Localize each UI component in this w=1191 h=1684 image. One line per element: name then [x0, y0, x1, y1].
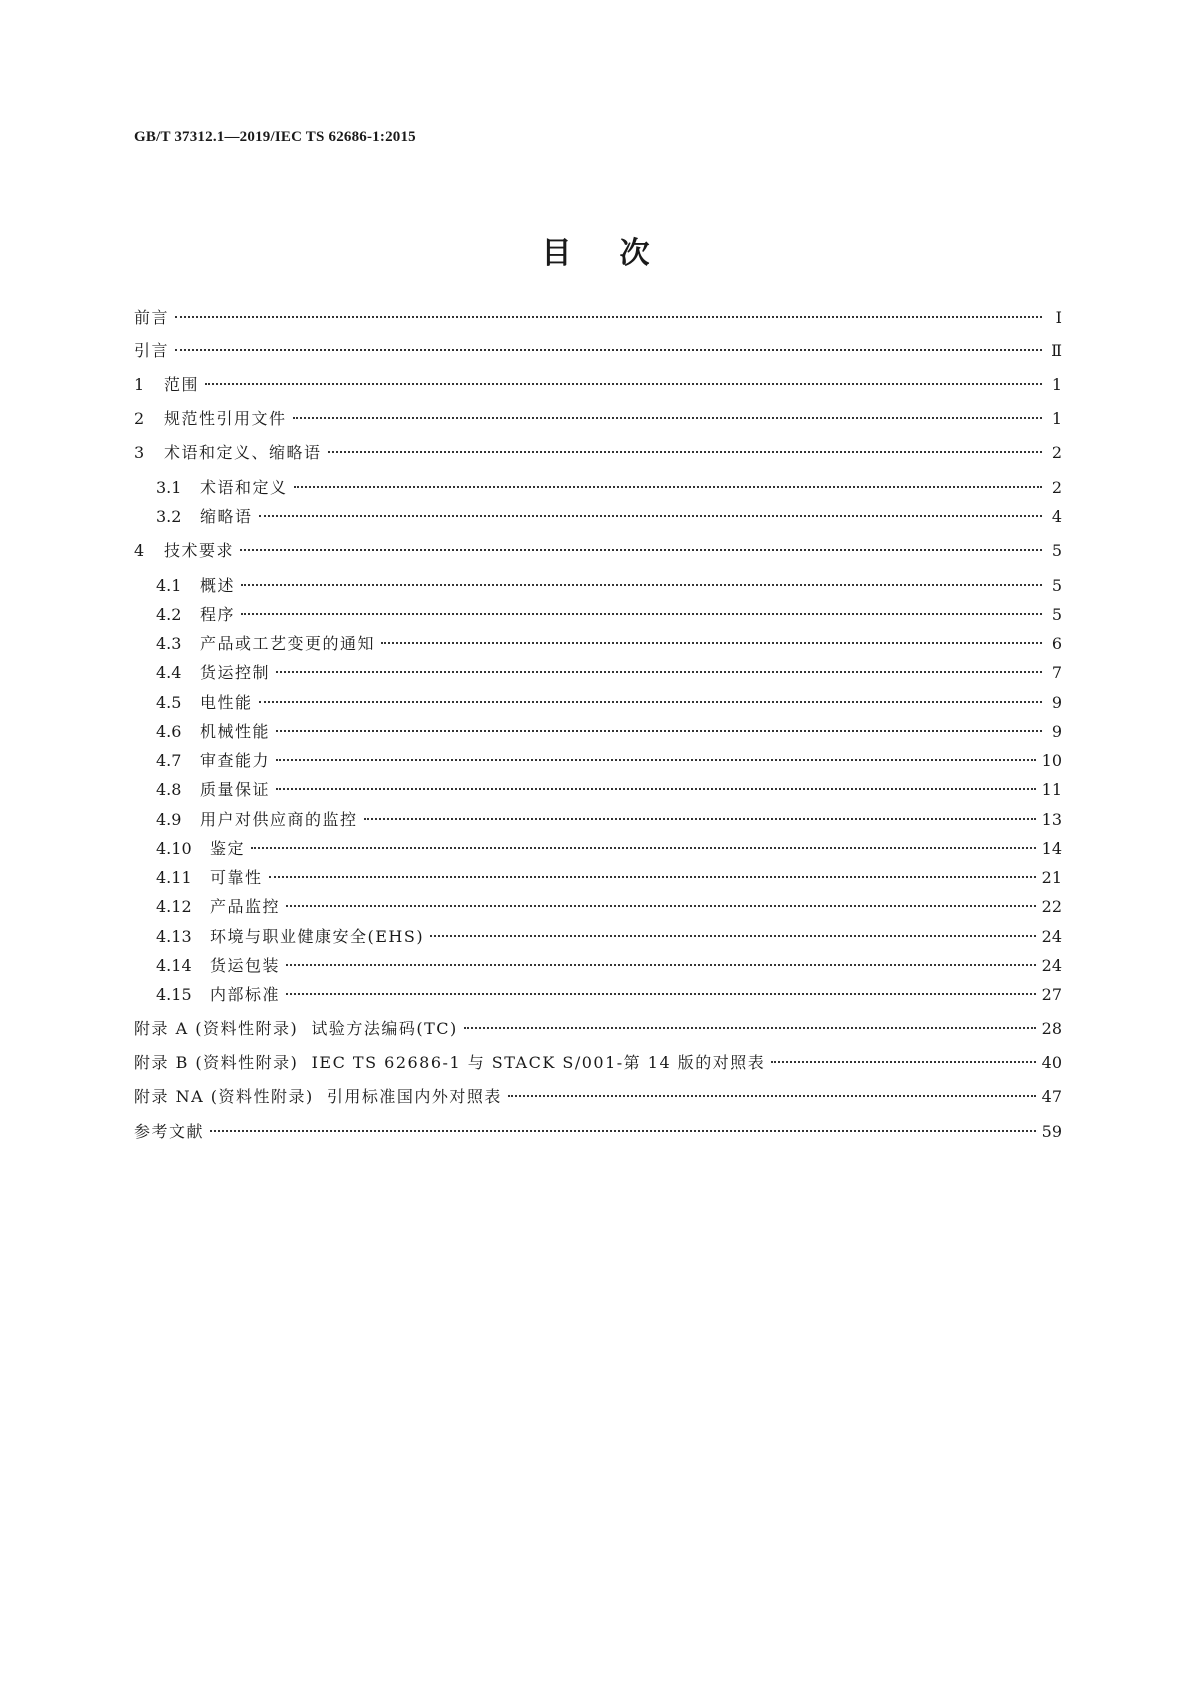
dot-leader: [286, 993, 1036, 995]
toc-entry-label: 附录 A (资料性附录) 试验方法编码(TC): [134, 1019, 458, 1038]
toc-entry[interactable]: [134, 373, 1062, 397]
toc-entry-label: 术语和定义: [200, 478, 288, 497]
toc-entry[interactable]: [134, 306, 1062, 330]
toc-entry-page: 9: [1051, 693, 1062, 712]
toc-entry-number: 4: [134, 541, 145, 560]
toc-entry-label: 产品或工艺变更的通知: [200, 634, 376, 653]
toc-entry-page: 28: [1041, 1019, 1062, 1038]
dot-leader: [259, 515, 1042, 517]
toc-entry-number: 4.9: [156, 810, 182, 829]
toc-entry-page: 47: [1041, 1087, 1062, 1106]
toc-entry-number: 4.2: [156, 605, 182, 624]
toc-entry[interactable]: [134, 866, 1062, 890]
toc-entry-label: 技术要求: [164, 541, 235, 560]
toc-entry-label: 前言: [134, 308, 170, 327]
toc-entry-label: 缩略语: [200, 507, 253, 526]
toc-entry-label: 质量保证: [200, 780, 271, 799]
toc-entry-number: 4.11: [156, 868, 192, 887]
toc-entry-page: 7: [1051, 663, 1062, 682]
toc-entry-label: 环境与职业健康安全(EHS): [210, 927, 425, 946]
toc-entry[interactable]: [134, 539, 1062, 563]
toc-entry-page: 2: [1051, 478, 1062, 497]
toc-entry-page: 5: [1051, 541, 1062, 560]
toc-entry-number: 4.14: [156, 956, 192, 975]
dot-leader: [328, 451, 1042, 453]
toc-entry-label: 规范性引用文件: [164, 409, 287, 428]
toc-entry-page: 21: [1041, 868, 1062, 887]
toc-entry-label: 范围: [164, 375, 200, 394]
toc-entry[interactable]: [134, 808, 1062, 832]
toc-entry-label: 引言: [134, 341, 170, 360]
toc-entry[interactable]: [134, 1085, 1062, 1109]
dot-leader: [364, 818, 1036, 820]
toc-entry-label: 产品监控: [210, 897, 281, 916]
toc-entry-page: Ⅱ: [1051, 341, 1062, 360]
dot-leader: [771, 1061, 1035, 1063]
toc-entry[interactable]: [134, 476, 1062, 500]
toc-entry[interactable]: [134, 778, 1062, 802]
toc-entry-page: 24: [1041, 956, 1062, 975]
toc-entry-page: 40: [1041, 1053, 1062, 1072]
toc-entry-label: 术语和定义、缩略语: [164, 443, 322, 462]
dot-leader: [430, 935, 1036, 937]
dot-leader: [276, 671, 1042, 673]
toc-entry-page: 11: [1041, 780, 1062, 799]
dot-leader: [175, 316, 1042, 318]
toc-entry-page: 24: [1041, 927, 1062, 946]
dot-leader: [175, 349, 1042, 351]
toc-entry-label: 内部标准: [210, 985, 281, 1004]
toc-entry-number: 4.15: [156, 985, 192, 1004]
dot-leader: [286, 905, 1036, 907]
toc-entry[interactable]: [134, 574, 1062, 598]
dot-leader: [259, 701, 1042, 703]
toc-entry-page: 1: [1051, 375, 1062, 394]
toc-entry-page: 14: [1041, 839, 1062, 858]
toc-entry-page: Ⅰ: [1055, 308, 1062, 327]
toc-entry[interactable]: [134, 339, 1062, 363]
toc-entry-number: 4.6: [156, 722, 182, 741]
toc-entry-label: 机械性能: [200, 722, 271, 741]
toc-entry-number: 4.8: [156, 780, 182, 799]
toc-entry[interactable]: [134, 1051, 1062, 1075]
toc-entry-number: 4.7: [156, 751, 182, 770]
toc-entry-label: 货运包装: [210, 956, 281, 975]
toc-entry[interactable]: [134, 632, 1062, 656]
toc-entry-page: 22: [1041, 897, 1062, 916]
toc-entry-page: 2: [1051, 443, 1062, 462]
toc-entry-page: 13: [1041, 810, 1062, 829]
toc-entry-number: 3.2: [156, 507, 182, 526]
toc-entry-page: 27: [1041, 985, 1062, 1004]
dot-leader: [276, 730, 1042, 732]
toc-entry[interactable]: [134, 1017, 1062, 1041]
toc-entry-number: 4.5: [156, 693, 182, 712]
toc-entry-number: 4.1: [156, 576, 182, 595]
dot-leader: [205, 383, 1042, 385]
toc-entry[interactable]: [134, 407, 1062, 431]
toc-entry-label: 附录 B (资料性附录) IEC TS 62686-1 与 STACK S/001-第 14 版的对照表: [134, 1053, 766, 1072]
toc-entry-page: 10: [1041, 751, 1062, 770]
toc-entry-page: 5: [1051, 576, 1062, 595]
page-title: 目次: [541, 236, 698, 271]
toc-entry[interactable]: [134, 691, 1062, 715]
dot-leader: [508, 1095, 1036, 1097]
toc-entry[interactable]: [134, 954, 1062, 978]
toc-entry[interactable]: [134, 749, 1062, 773]
toc-entry-label: 概述: [200, 576, 236, 595]
toc-entry-label: 参考文献: [134, 1122, 205, 1141]
toc-entry-number: 4.3: [156, 634, 182, 653]
toc-entry-label: 附录 NA (资料性附录) 引用标准国内外对照表: [134, 1087, 502, 1106]
dot-leader: [210, 1130, 1036, 1132]
dot-leader: [251, 847, 1036, 849]
dot-leader: [240, 549, 1042, 551]
toc-entry[interactable]: [134, 441, 1062, 465]
dot-leader: [269, 876, 1036, 878]
toc-entry-label: 电性能: [200, 693, 253, 712]
toc-entry-number: 3.1: [156, 478, 182, 497]
toc-entry-page: 1: [1051, 409, 1062, 428]
toc-entry[interactable]: [134, 895, 1062, 919]
toc-entry[interactable]: [134, 983, 1062, 1007]
toc-entry-number: 4.12: [156, 897, 192, 916]
dot-leader: [241, 584, 1042, 586]
toc-entry[interactable]: [134, 925, 1062, 949]
dot-leader: [241, 613, 1042, 615]
toc-entry[interactable]: [134, 837, 1062, 861]
dot-leader: [276, 759, 1036, 761]
toc-entry-number: 4.10: [156, 839, 192, 858]
toc-entry-page: 6: [1051, 634, 1062, 653]
dot-leader: [276, 788, 1036, 790]
toc-entry-label: 用户对供应商的监控: [200, 810, 358, 829]
toc-entry-label: 可靠性: [210, 868, 263, 887]
toc-entry-label: 审查能力: [200, 751, 271, 770]
toc-entry-number: 3: [134, 443, 145, 462]
toc-entry-page: 5: [1051, 605, 1062, 624]
dot-leader: [293, 417, 1042, 419]
toc-entry-page: 9: [1051, 722, 1062, 741]
toc-entry-number: 4.13: [156, 927, 192, 946]
dot-leader: [286, 964, 1036, 966]
toc-entry[interactable]: [134, 1120, 1062, 1144]
dot-leader: [381, 642, 1042, 644]
toc-entry-number: 4.4: [156, 663, 182, 682]
toc-entry-page: 4: [1051, 507, 1062, 526]
toc-entry-page: 59: [1041, 1122, 1062, 1141]
dot-leader: [464, 1027, 1036, 1029]
toc-entry-number: 2: [134, 409, 145, 428]
toc-entry-number: 1: [134, 375, 145, 394]
toc-entry-label: 程序: [200, 605, 236, 624]
document-code: GB/T 37312.1—2019/IEC TS 62686-1:2015: [134, 129, 416, 145]
toc-entry[interactable]: [134, 661, 1062, 685]
toc-entry[interactable]: [134, 720, 1062, 744]
toc-entry[interactable]: [134, 603, 1062, 627]
toc-entry-label: 鉴定: [210, 839, 246, 858]
dot-leader: [294, 486, 1042, 488]
toc-entry-label: 货运控制: [200, 663, 271, 682]
toc-entry[interactable]: [134, 505, 1062, 529]
